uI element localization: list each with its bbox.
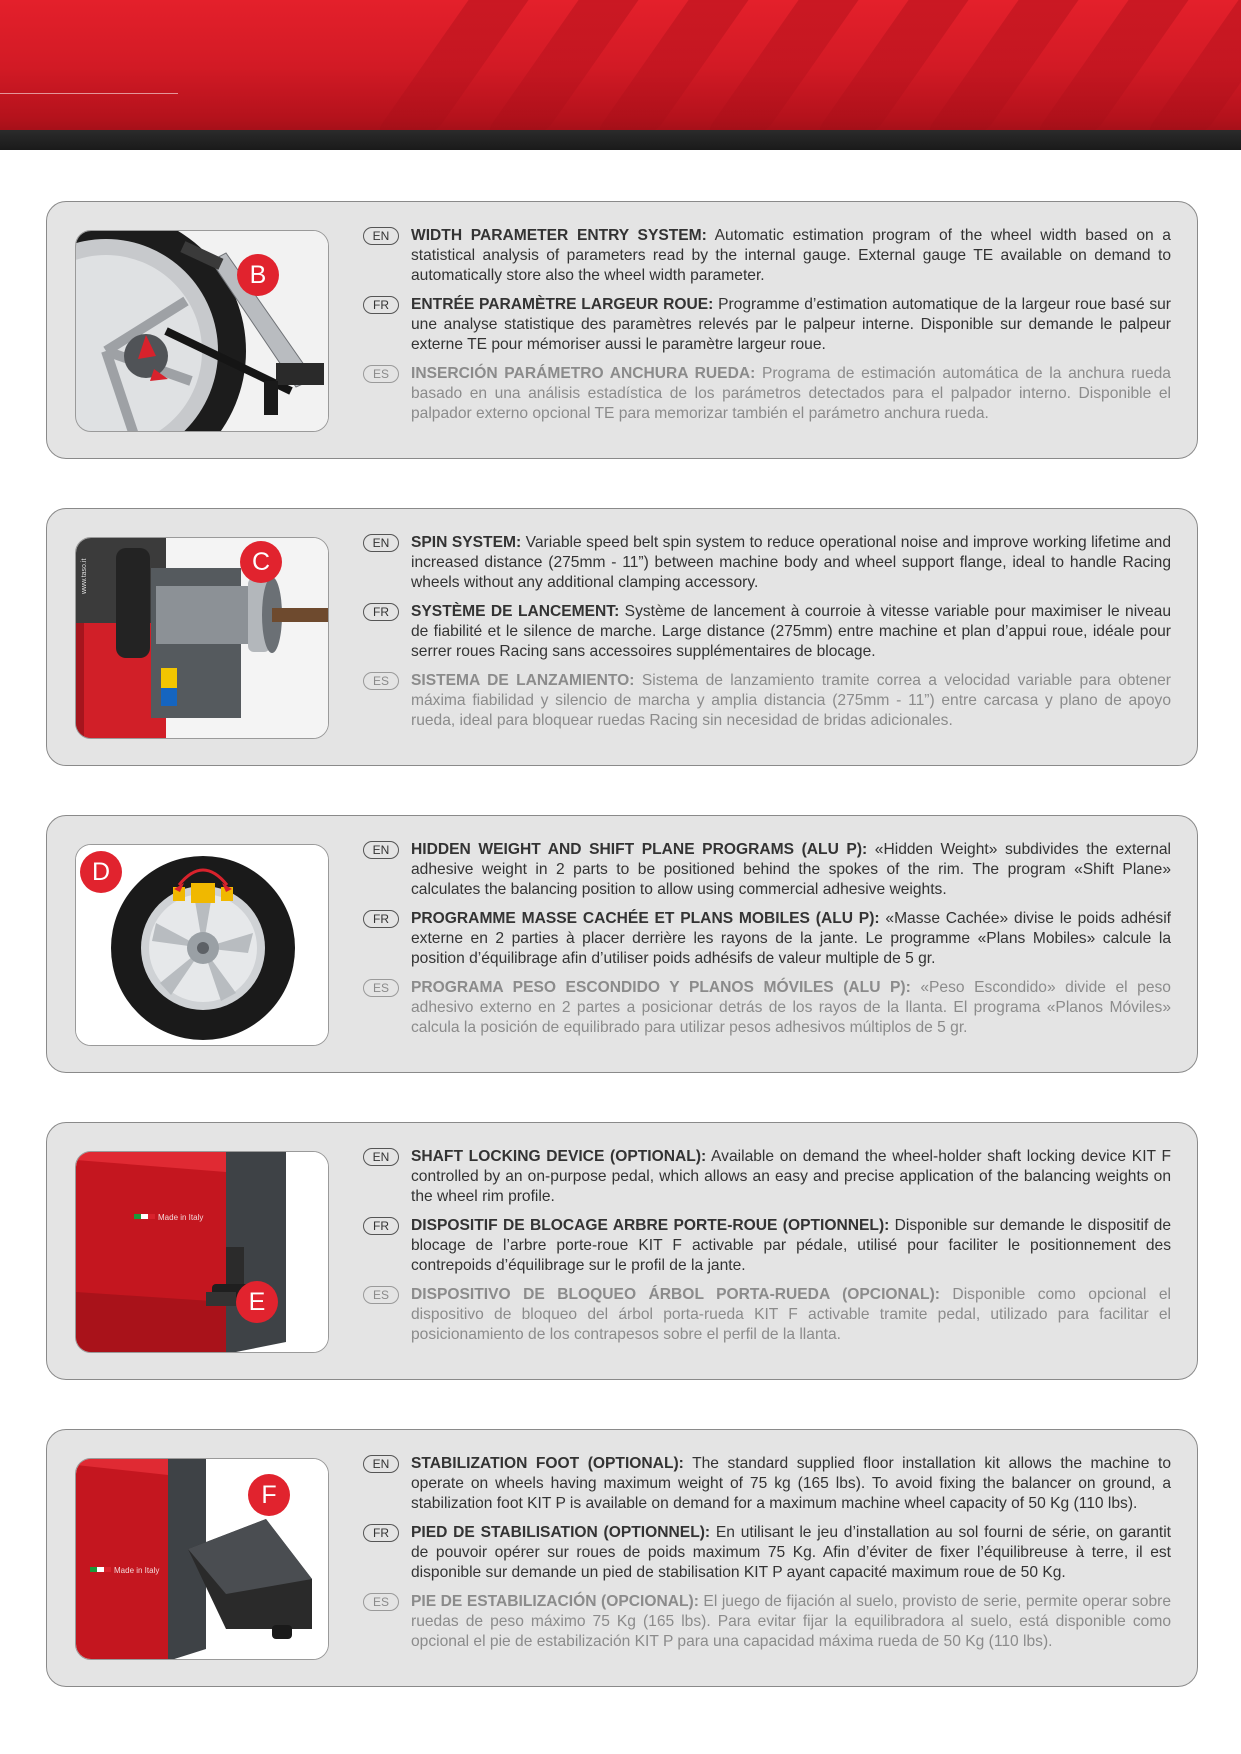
photo-spin-shaft — [75, 537, 329, 739]
made-in-italy-label: Made in Italy — [158, 1213, 204, 1222]
entry-title: PROGRAMME MASSE CACHÉE ET PLANS MOBILES (ALU P): — [411, 910, 880, 927]
lang-badge-en: EN — [363, 1455, 399, 1473]
entry-text: «Hidden Weight» subdivides the external adhesive weight in 2 parts to be positioned behind the spokes of the rim. The program «Shift Plane» calculates the balancing position to allow using commercial adhesive weights. — [411, 841, 1171, 898]
entry-text: Programa de estimación automática de la anchura rueda basado en una análisis estadística de los parámetros detectados para el palpador interno. Disponible el palpador externo opcional TE para memorizar también el parámetro anchura rueda. — [411, 365, 1171, 422]
entry-title: PROGRAMA PESO ESCONDIDO Y PLANOS MÓVILES (ALU P): — [411, 979, 911, 996]
header-dark-band — [0, 130, 1241, 150]
entry-title: PIE DE ESTABILIZACIÓN (OPCIONAL): — [411, 1593, 699, 1610]
entry-text: Sistema de lanzamiento tramite correa a velocidad variable para obtener máxima fiabilidad y silencio de marcha y amplia distancia (275mm - 11”) entre carcasa y plano de apoyo rueda, ideal para bloquear ruedas Racing sin necesidad de bridas adicionales. — [411, 672, 1172, 729]
lang-badge-en: EN — [363, 1148, 399, 1166]
entry-title: DISPOSITIF DE BLOCAGE ARBRE PORTE-ROUE (OPTIONNEL): — [411, 1217, 890, 1234]
photo-stabilization-foot — [75, 1458, 329, 1660]
entry-en — [363, 840, 1171, 900]
lang-badge-es: ES — [363, 1286, 399, 1304]
feature-panel-d — [46, 815, 1198, 1073]
lang-badge-fr: FR — [363, 1524, 399, 1542]
entry-es — [363, 671, 1171, 731]
photo-shaft-lock-pedal — [75, 1151, 329, 1353]
entry-title: SPIN SYSTEM: — [411, 534, 522, 551]
entry-fr — [363, 1216, 1171, 1276]
entry-text: Variable speed belt spin system to reduce operational noise and improve working lifetime and increased distance (275mm - 11”) between machine body and wheel support flange, ideal to handle Racing wheels without any additional clamping accessory. — [411, 534, 1171, 591]
entry-text: Disponible sur demande le dispositif de blocage de l’arbre porte-roue KIT F activable par pédale, utilisé pour faciliter le positionnement des contrepoids d’équilibrage sur le profil de la jante. — [411, 1217, 1171, 1274]
entry-title: SHAFT LOCKING DEVICE (OPTIONAL): — [411, 1148, 707, 1165]
entry-fr — [363, 602, 1171, 662]
feature-panel-f — [46, 1429, 1198, 1687]
feature-letter-c: C — [240, 541, 282, 583]
entries-list — [363, 226, 1171, 433]
entry-title: SYSTÈME DE LANCEMENT: — [411, 603, 620, 620]
lang-badge-en: EN — [363, 227, 399, 245]
entry-fr — [363, 1523, 1171, 1583]
feature-letter-f: F — [248, 1474, 290, 1516]
entry-en — [363, 1454, 1171, 1514]
header-banner — [0, 0, 1241, 150]
entry-text: The standard supplied floor installation kit allows the machine to operate on wheels having maximum weight of 75 kg (165 lbs). To avoid fixing the balancer on ground, a stabilization foot KIT P is available on demand for a maximum machine wheel capacity of 50 Kg (110 lbs). — [411, 1455, 1171, 1512]
entry-title: ENTRÉE PARAMÈTRE LARGEUR ROUE: — [411, 296, 714, 313]
entry-title: STABILIZATION FOOT (OPTIONAL): — [411, 1455, 684, 1472]
photo-hidden-weight-wheel — [75, 844, 329, 1046]
entry-text: Available on demand the wheel-holder shaft locking device KIT F controlled by an on-purpose pedal, which allows an easy and precise application of the balancing weights on the wheel rim profile. — [411, 1148, 1171, 1205]
entries-list — [363, 1147, 1171, 1354]
lang-badge-es: ES — [363, 365, 399, 383]
photo-width-gauge — [75, 230, 329, 432]
brand-url: www.taso.it — [81, 558, 88, 594]
entry-es — [363, 1592, 1171, 1652]
entry-es — [363, 978, 1171, 1038]
entry-title: WIDTH PARAMETER ENTRY SYSTEM: — [411, 227, 707, 244]
feature-letter-d: D — [80, 851, 122, 893]
lang-badge-fr: FR — [363, 1217, 399, 1235]
entry-title: INSERCIÓN PARÁMETRO ANCHURA RUEDA: — [411, 365, 756, 382]
made-in-italy-label: Made in Italy — [114, 1566, 160, 1575]
entry-fr — [363, 295, 1171, 355]
entry-text: «Masse Cachée» divise le poids adhésif externe en 2 parties à placer derrière les rayons de la jante. Le programme «Plans Mobiles» calcule la position d’équilibrage afin d’utiliser poids adhésifs de valeur multiple de 5 gr. — [411, 910, 1171, 967]
entry-text: Disponible como opcional el dispositivo de bloqueo del árbol porta-rueda KIT F activable tramite pedal, utilizado para facilitar el posicionamiento de los contrapesos sobre el perfil de la llanta. — [411, 1286, 1171, 1343]
feature-panel-c — [46, 508, 1198, 766]
entry-en — [363, 1147, 1171, 1207]
entry-text: «Peso Escondido» divide el peso adhesivo externo en 2 partes a posicionar detrás de los rayos de la llanta. El programa «Planos Móviles» calcula la posición de equilibrado para utilizar pesos adhesivos múltiplos de 5 gr. — [411, 979, 1171, 1036]
feature-letter-b: B — [237, 254, 279, 296]
header-rule — [0, 93, 178, 94]
lang-badge-en: EN — [363, 841, 399, 859]
entries-list — [363, 1454, 1171, 1661]
lang-badge-fr: FR — [363, 603, 399, 621]
entry-es — [363, 1285, 1171, 1345]
entry-text: El juego de fijación al suelo, provisto de serie, permite operar sobre ruedas de peso máximo 75 Kg (165 lbs). Para evitar fijar la equilibradora al suelo, está disponible como opcional el pie de estabilización KIT P para una capacidad máxima rueda de 50 Kg (110 lbs). — [411, 1593, 1171, 1650]
lang-badge-es: ES — [363, 1593, 399, 1611]
lang-badge-es: ES — [363, 672, 399, 690]
lang-badge-fr: FR — [363, 910, 399, 928]
feature-letter-e: E — [236, 1281, 278, 1323]
entry-text: Système de lancement à courroie à vitesse variable pour maximiser le niveau de fiabilité et le silence de marche. Large distance (275mm) entre machine et plan d’appui roue, idéale pour serrer roues Racing sans accessoires supplémentaires de blocage. — [411, 603, 1171, 660]
lang-badge-en: EN — [363, 534, 399, 552]
entries-list — [363, 840, 1171, 1047]
entry-text: Programme d’estimation automatique de la largeur roue basé sur une analyse statistique des paramètres relevés par le palpeur interne. Disponible sur demande le palpeur externe TE pour mémoriser aussi le paramètre largeur roue. — [411, 296, 1171, 353]
entry-en — [363, 533, 1171, 593]
entry-title: PIED DE STABILISATION (OPTIONNEL): — [411, 1524, 711, 1541]
entry-text: En utilisant le jeu d’installation au sol fourni de série, on garantit de pouvoir opérer sur roues de poids maximum 75 Kg. Afin d’éviter de fixer l’équilibreuse à terre, il est disponible sur demande un pied de stabilisation KIT P ayant capacité maximum roue de 50 Kg. — [411, 1524, 1171, 1581]
entry-text: Automatic estimation program of the wheel width based on a statistical analysis of parameters read by the internal gauge. External gauge TE available on demand to automatically store also the wheel width parameter. — [411, 227, 1171, 284]
feature-panel-b — [46, 201, 1198, 459]
entries-list — [363, 533, 1171, 740]
entry-title: SISTEMA DE LANZAMIENTO: — [411, 672, 635, 689]
entry-fr — [363, 909, 1171, 969]
entry-title: DISPOSITIVO DE BLOQUEO ÁRBOL PORTA-RUEDA (OPCIONAL): — [411, 1286, 940, 1303]
entry-title: HIDDEN WEIGHT AND SHIFT PLANE PROGRAMS (ALU P): — [411, 841, 868, 858]
feature-panel-e — [46, 1122, 1198, 1380]
entry-es — [363, 364, 1171, 424]
lang-badge-fr: FR — [363, 296, 399, 314]
entry-en — [363, 226, 1171, 286]
lang-badge-es: ES — [363, 979, 399, 997]
